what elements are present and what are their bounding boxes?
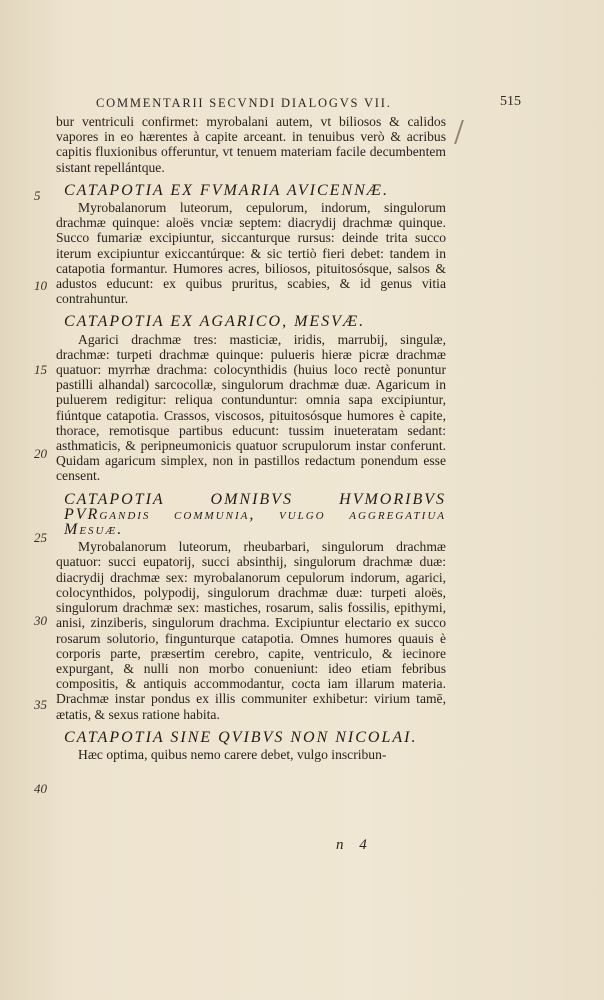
section-paragraph: Myrobalanorum luteorum, rheubarbari, singulorum drachmæ quatuor: succi eupatorij, succi absinthij, singulorum drachmæ duæ: diacrydij drachmæ sex: myrobalanorum cepulorum indorum, agarici, colocynthidos, polypodij, singulorum drachmæ duæ: turpeti aloës, singulorum drachmæ sex: mastiches, rosarum, salis fossilis, epithymi, anisi, zinziberis, singulorum drachma. Excipiuntur electario ex succo rosarum solutorio, fingunturque catapotia. Omnes humores quauis è corporis parte, præsertim cerebro, capite, ventriculo, & iecinore expurgant, & nulli non morbo conueniunt: ideo etiam febribus compositis, & antiquis accommodantur, cocta iam illarum materia. Drachmæ instar pondus ex illis communiter exhibetur: virium tamē, ætatis, & sexus ratione habita. bbox=[56, 539, 446, 722]
section-heading: CATAPOTIA EX FVMARIA AVICENNÆ. bbox=[64, 181, 389, 199]
section-heading: CATAPOTIA OMNIBVS HVMORIBVS PVRgandis communia, vulgo aggregatiua Mesuæ. bbox=[64, 490, 446, 539]
line-number: 25 bbox=[34, 530, 47, 545]
line-number: 5 bbox=[34, 188, 41, 203]
section-paragraph: Agarici drachmæ tres: masticiæ, iridis, marrubij, singulæ, drachmæ: turpeti drachmæ quinque: pulueris hieræ picræ drachmæ quatuor: myrrhæ drachma: colocynthidis (huius loco rectè ponuntur pastilli alhandal) sarcocollæ, singulorum drachmæ duæ. Agaricum in puluerem redigitur: reliqua contunduntur: omnia sapa excipiuntur, fiúntque catapotia. Crassos, viscosos, pituitosósque humores è capite, thorace, remotisque partibus educunt: tussim inueteratam sedant: asthmaticis, & peripneumonicis quatuor scrupulorum instar conferunt. Quidam agaricum simplex, non in pastillos redactum ponendum esse censent. bbox=[56, 331, 446, 484]
running-head: COMMENTARII SECVNDI DIALOGVS VII. bbox=[96, 96, 392, 110]
page-number: 515 bbox=[500, 94, 521, 109]
margin-mark-icon bbox=[454, 120, 472, 144]
line-number: 35 bbox=[34, 697, 47, 712]
section-paragraph: Myrobalanorum luteorum, cepulorum, indorum, singulorum drachmæ quinque: aloës vnciæ septem: diacrydij drachmæ quinque. Succo fumariæ excipiuntur, siccanturque rursus: deinde trita succo iterum excipiuntur exiccantúrque: & sic tertiò fieri debet: tandem in catapotia formantur. Humores acres, biliosos, pituitosósque, salsos & adustos educunt: ex quibus pruritus, scabies, & id genus vitia contrahuntur. bbox=[56, 200, 446, 307]
text-block bbox=[56, 114, 446, 762]
section-heading: CATAPOTIA EX AGARICO, MESVÆ. bbox=[64, 313, 366, 331]
paragraph-intro: bur ventriculi confirmet: myrobalani autem, vt biliosos & calidos vapores in eo hærentes à capite arceant. in tenuibus verò & acribus capitis fluxionibus offeruntur, vt tenuem materiam facile decumbentem sistant repellántque. bbox=[56, 114, 446, 175]
line-number: 10 bbox=[34, 278, 47, 293]
line-number: 40 bbox=[34, 781, 47, 796]
line-number: 30 bbox=[34, 613, 47, 628]
section-paragraph: Hæc optima, quibus nemo carere debet, vulgo inscribun- bbox=[78, 746, 387, 762]
line-number: 20 bbox=[34, 446, 47, 461]
section-heading: CATAPOTIA SINE QVIBVS NON NICOLAI. bbox=[64, 728, 418, 746]
signature-mark: n 4 bbox=[336, 837, 373, 853]
line-number: 15 bbox=[34, 362, 47, 377]
